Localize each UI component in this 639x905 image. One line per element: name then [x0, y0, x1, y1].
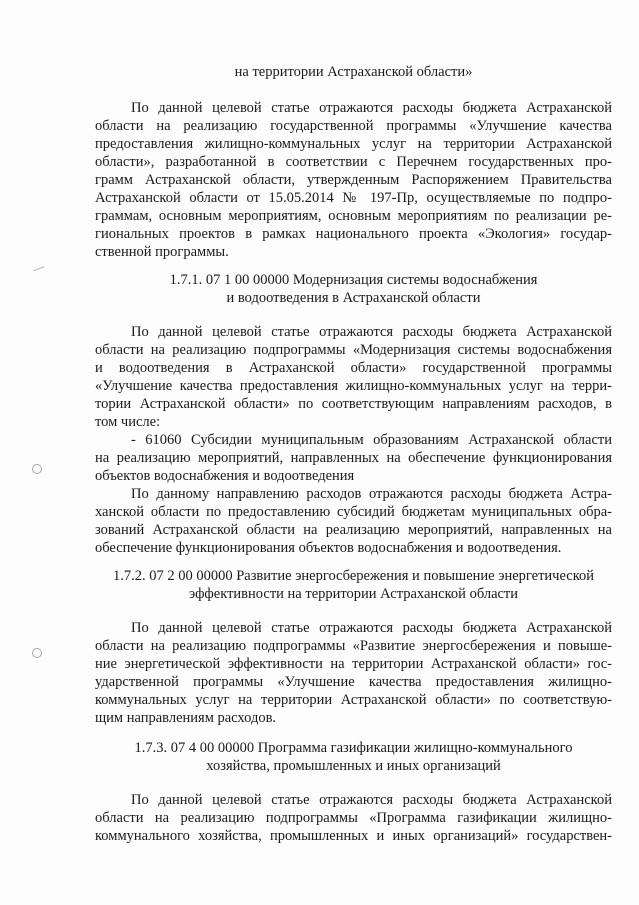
punch-hole-mark	[32, 648, 42, 658]
paragraph-line: Астраханской области от 15.05.2014 № 197-Пр, осуществляемые по подпро-	[95, 190, 612, 206]
paragraph-line: граммам, основным мероприятиям, основным мероприятиям по реализации ре-	[95, 208, 612, 224]
paragraph-line: области», разработанной в соответствии с Перечнем государственных про-	[95, 154, 612, 170]
list-item-line: - 61060 Субсидии муниципальным образованиям Астраханской области	[131, 432, 612, 448]
list-item-line: объектов водоснабжения и водоотведения	[95, 468, 355, 484]
paragraph-line: коммунального хозяйства, промышленных и иных организаций» государствен-	[95, 828, 612, 844]
paragraph-line: коммунальных услуг на территории Астраханской области» по соответствую-	[95, 692, 612, 708]
paragraph-line: «Улучшение качества предоставления жилищно-коммунальных услуг на терри-	[95, 378, 612, 394]
section-heading: и водоотведения в Астраханской области	[226, 290, 481, 306]
paragraph-line: тории Астраханской области» по соответствующим направлениям расходов, в	[95, 396, 612, 412]
punch-hole-mark	[32, 464, 42, 474]
paragraph-line: По данному направлению расходов отражаются расходы бюджета Астра-	[131, 486, 612, 502]
paragraph-line: и водоотведения в Астраханской области» государственной программы	[95, 360, 612, 376]
section-heading: 1.7.3. 07 4 00 00000 Программа газификации жилищно-коммунального	[134, 740, 573, 756]
paragraph-line: ударственной программы «Улучшение качества предоставления жилищно-	[95, 674, 612, 690]
paragraph-line: По данной целевой статье отражаются расходы бюджета Астраханской	[131, 324, 612, 340]
paragraph-line: По данной целевой статье отражаются расходы бюджета Астраханской	[131, 792, 612, 808]
paragraph-line: области на реализацию подпрограммы «Программа газификации жилищно-	[95, 810, 612, 826]
paragraph-line: ние энергетической эффективности на территории Астраханской области» гос-	[95, 656, 612, 672]
paragraph-line: ханской области по предоставлению субсидий бюджетам муниципальных обра-	[95, 504, 612, 520]
heading-tail: на территории Астраханской области»	[234, 64, 473, 80]
section-heading: эффективности на территории Астраханской области	[188, 586, 519, 602]
paragraph-line: области на реализацию подпрограммы «Модернизация системы водоснабжения	[95, 342, 612, 358]
paragraph-line: гиональных проектов в рамках национального проекта «Экология» государ-	[95, 226, 612, 242]
paragraph-line: обеспечение функционирования объектов водоснабжения и водоотведения.	[95, 540, 562, 556]
list-item-line: на реализацию мероприятий, направленных на обеспечение функционирования	[95, 450, 612, 466]
paragraph-line: области на реализацию подпрограммы «Развитие энергосбережения и повыше-	[95, 638, 612, 654]
paragraph-line: ственной программы.	[95, 244, 229, 260]
section-heading: 1.7.2. 07 2 00 00000 Развитие энергосбережения и повышение энергетической	[112, 568, 595, 584]
scan-mark	[33, 266, 47, 277]
paragraph-line: По данной целевой статье отражаются расходы бюджета Астраханской	[131, 100, 612, 116]
paragraph-line: области на реализацию государственной программы «Улучшение качества	[95, 118, 612, 134]
paragraph-line: зований Астраханской области на реализацию мероприятий, направленных на	[95, 522, 612, 538]
section-heading: 1.7.1. 07 1 00 00000 Модернизация системы водоснабжения	[169, 272, 538, 288]
paragraph-line: предоставления жилищно-коммунальных услуг на территории Астраханской	[95, 136, 612, 152]
section-heading: хозяйства, промышленных и иных организаций	[206, 758, 501, 774]
paragraph-line: щим направлениям расходов.	[95, 710, 277, 726]
paragraph-line: грамм Астраханской области, утвержденным Распоряжением Правительства	[95, 172, 612, 188]
paragraph-line: По данной целевой статье отражаются расходы бюджета Астраханской	[131, 620, 612, 636]
paragraph-line: том числе:	[95, 414, 161, 430]
